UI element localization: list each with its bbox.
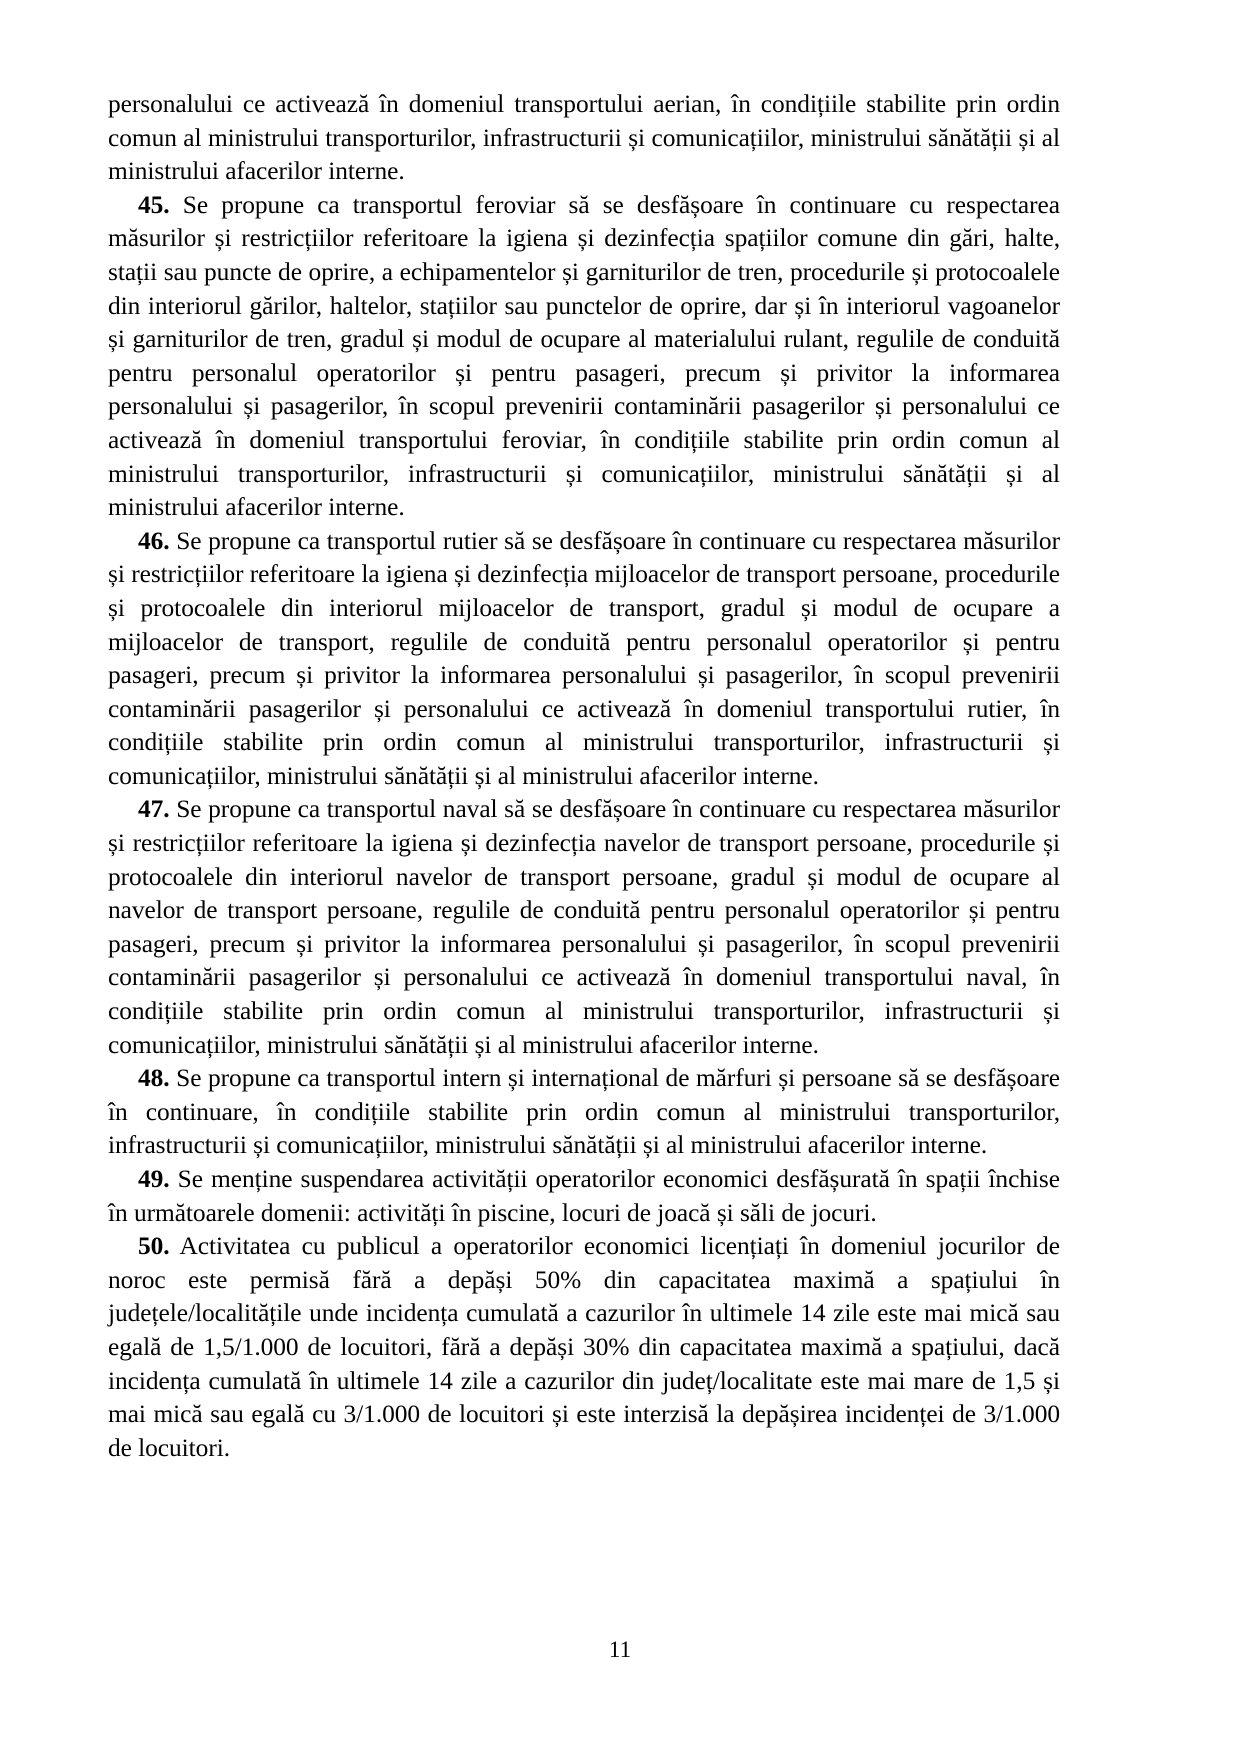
paragraph-number: 47. xyxy=(138,795,170,824)
paragraph-number: 45. xyxy=(138,190,170,219)
page-number: 11 xyxy=(608,1637,632,1662)
paragraph-text: personalului ce activează în domeniul transportului aerian, în condițiile stabilite prin ordin comun al ministrului transporturilor, infrastructurii și comunicațiilor, ministrului sănătății și al ministrului afacerilor interne. xyxy=(108,90,1060,186)
paragraph-50 xyxy=(108,1230,1060,1465)
paragraph-number: 48. xyxy=(138,1064,170,1093)
document-body xyxy=(108,88,1060,1465)
paragraph-text: Se propune ca transportul rutier să se desfășoare în continuare cu respectarea măsurilor și restricțiilor referitoare la igiena și dezinfecția mijloacelor de transport persoane, procedurile și protocoalele din interiorul mijloacelor de transport, gradul și modul de ocupare a mijloacelor de transport, regulile de conduită pentru personalul operatorilor și pentru pasageri, precum și privitor la informarea personalului și pasagerilor, în scopul prevenirii contaminării pasagerilor și personalului ce activează în domeniul transportului rutier, în condițiile stabilite prin ordin comun al ministrului transporturilor, infrastructurii și comunicațiilor, ministrului sănătății și al ministrului afacerilor interne. xyxy=(108,526,1060,790)
paragraph-text xyxy=(170,191,183,219)
paragraph-49 xyxy=(108,1163,1060,1230)
paragraph-space xyxy=(170,1165,178,1193)
paragraph-number: 46. xyxy=(138,526,170,555)
paragraph-45 xyxy=(108,189,1060,525)
paragraph-text: Activitatea cu publicul a operatorilor economici licențiați în domeniul jocurilor de noroc este permisă fără a depăși 50% din capacitatea maximă a spațiului în județele/localitățile unde incidența cumulată a cazurilor în ultimele 14 zile este mai mică sau egală de 1,5/1.000 de locuitori, fără a depăși 30% din capacitatea maximă a spațiului, dacă incidența cumulată în ultimele 14 zile a cazurilor din județ/localitate este mai mare de 1,5 și mai mică sau egală cu 3/1.000 de locuitori și este interzisă la depășirea incidenței de 3/1.000 de locuitori. xyxy=(108,1232,1060,1462)
paragraph-space xyxy=(170,1232,180,1260)
paragraph-text: Se propune ca transportul intern și internațional de mărfuri și persoane să se desfășoare în continuare, în condițiile stabilite prin ordin comun al ministrului transporturilor, infrastructurii și comunicațiilor, ministrului sănătății și al ministrului afacerilor interne. xyxy=(108,1064,1060,1160)
paragraph-text: Se propune ca transportul naval să se desfășoare în continuare cu respectarea măsurilor și restricțiilor referitoare la igiena și dezinfecția navelor de transport persoane, procedurile și protocoalele din interiorul navelor de transport persoane, gradul și modul de ocupare al navelor de transport persoane, regulile de conduită pentru personalul operatorilor și pentru pasageri, precum și privitor la informarea personalului și pasagerilor, în scopul prevenirii contaminării pasagerilor și personalului ce activează în domeniul transportului naval, în condițiile stabilite prin ordin comun al ministrului transporturilor, infrastructurii și comunicațiilor, ministrului sănătății și al ministrului afacerilor interne. xyxy=(108,795,1060,1059)
paragraph-46 xyxy=(108,525,1060,794)
paragraph-47 xyxy=(108,793,1060,1062)
paragraph-text: Se menține suspendarea activității operatorilor economici desfășurată în spații închise în următoarele domenii: activități în piscine, locuri de joacă și săli de jocuri. xyxy=(108,1165,1060,1227)
paragraph-continued xyxy=(108,88,1060,189)
paragraph-48 xyxy=(108,1062,1060,1163)
paragraph-number: 50. xyxy=(138,1232,170,1261)
paragraph-number: 49. xyxy=(138,1165,170,1193)
paragraph-text: Se propune ca transportul feroviar să se desfășoare în continuare cu respectarea măsurilor și restricțiilor referitoare la igiena și dezinfecția spațiilor comune din gări, halte, stații sau puncte de oprire, a echipamentelor și garniturilor de tren, procedurile și protocoalele din interiorul gărilor, haltelor, stațiilor sau punctelor de oprire, dar și în interiorul vagoanelor și garniturilor de tren, gradul și modul de ocupare al materialului rulant, regulile de conduită pentru personalul operatorilor și pentru pasageri, precum și privitor la informarea personalului și pasagerilor, în scopul prevenirii contaminării pasagerilor și personalului ce activează în domeniul transportului feroviar, în condițiile stabilite prin ordin comun al ministrului transporturilor, infrastructurii și comunicațiilor, ministrului sănătății și al ministrului afacerilor interne. xyxy=(108,190,1060,522)
